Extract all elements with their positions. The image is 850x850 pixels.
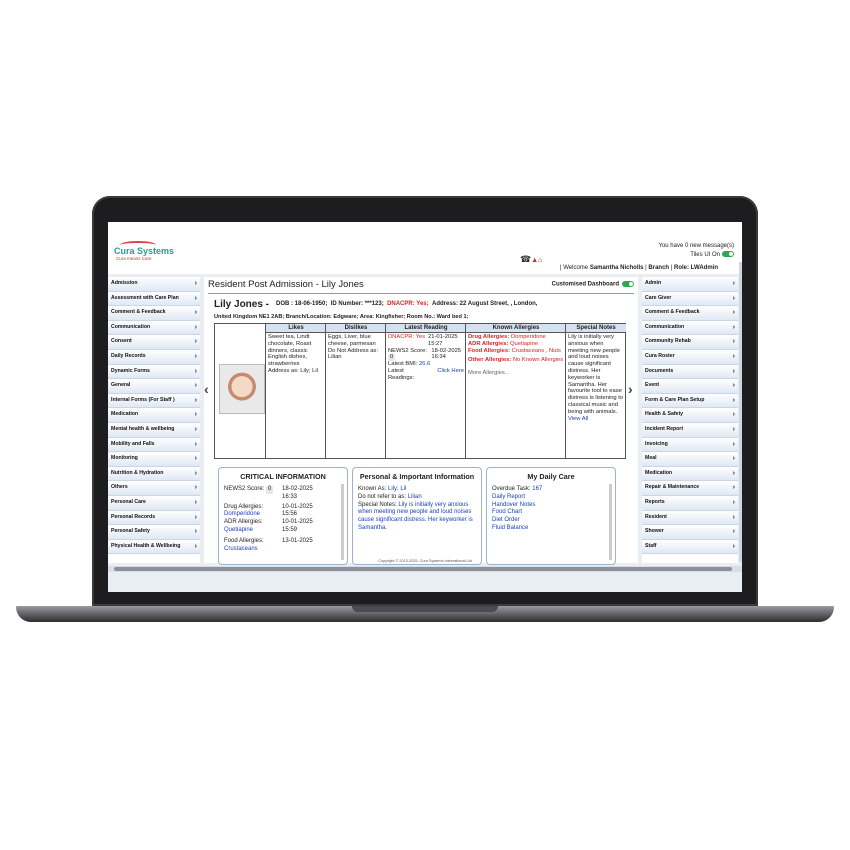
logo-name: Cura Systems <box>114 246 175 256</box>
phone-icon[interactable]: ☎ <box>520 254 532 264</box>
critical-adr-date: 10-01-2025 15:59 <box>282 519 313 533</box>
critical-news-label <box>224 486 282 502</box>
resident-info-line2: United Kingdom NE1 2AB; Branch/Location: Edgware; Area: Kingfisher; Room No.: Ward bed 1; <box>214 314 469 320</box>
chevron-right-icon: › <box>194 455 197 463</box>
special-notes-text: Lily is initially very anxious when meeting new people and loud noises cause significant distress. Her keyworker is Samantha. Her favourite tool to ease distress is listening to classical music and being with animals. <box>568 334 624 415</box>
branch-link[interactable]: Branch <box>648 265 670 271</box>
cura-logo[interactable] <box>114 246 174 261</box>
resident-address: Address: 22 August Street, , London, <box>431 301 538 307</box>
not-refer-value: Lilian <box>407 493 422 500</box>
reading-dnacpr-date: 21-01-2025 15:27 <box>428 334 458 347</box>
personal-info-card <box>352 467 482 565</box>
resident-id: ID Number: ***123; <box>330 301 384 307</box>
daily-care-card <box>486 467 616 565</box>
left-menu-item-assessment-with-care-plan[interactable] <box>108 292 200 307</box>
header-icons <box>520 254 542 265</box>
dislikes-header: Dislikes <box>326 324 386 333</box>
right-menu-item-meal[interactable] <box>642 452 738 467</box>
left-menu-item-item-label: Personal Care <box>111 498 146 505</box>
chevron-right-icon: › <box>732 367 735 375</box>
chevron-right-icon: › <box>194 542 197 550</box>
carousel-prev-icon[interactable]: ‹ <box>204 381 209 397</box>
left-menu-item-consent[interactable] <box>108 335 200 350</box>
left-menu-item-mobility-and-falls[interactable] <box>108 438 200 453</box>
right-menu-item-item-label: Shower <box>645 528 664 535</box>
right-menu-item-item-label: Admin <box>645 280 662 286</box>
special-notes-value: Lily is initially very anxious when meeting new people and loud noises cause significant distress. Her keyworker is Samantha. <box>358 501 473 531</box>
chevron-right-icon: › <box>732 294 735 302</box>
left-menu-item-monitoring[interactable] <box>108 452 200 467</box>
right-menu-item-health-safety[interactable] <box>642 408 738 423</box>
horizontal-scrollbar[interactable] <box>108 566 742 572</box>
chevron-right-icon: › <box>732 513 735 521</box>
daily-care-link-fluid-balance[interactable]: Fluid Balance <box>492 524 529 531</box>
left-menu-item-item-label: Assessment with Care Plan <box>111 294 179 301</box>
not-refer-label: Do not refer to as: <box>358 493 407 500</box>
left-menu-item-item-label: Consent <box>111 338 132 345</box>
special-notes-header: Special Notes <box>566 324 626 333</box>
likes-column <box>265 324 326 458</box>
logo-tagline: Cura means Care <box>116 256 152 261</box>
known-as-value: Lily; Lil <box>388 486 407 492</box>
left-menu-item-comment-feedback[interactable] <box>108 306 200 321</box>
left-menu-item-item-label: Comment & Feedback <box>111 309 166 316</box>
right-menu-item-resident[interactable] <box>642 511 738 526</box>
resident-summary-grid <box>214 323 626 459</box>
right-menu-item-item-label: Event <box>645 382 660 389</box>
left-menu-item-personal-records[interactable] <box>108 511 200 526</box>
resident-dob: DOB : 18-06-1950; <box>276 301 328 307</box>
resident-name: Lily Jones - <box>214 299 270 310</box>
right-menu-item-item-label: Health & Safety <box>645 411 684 418</box>
critical-food-date: 13-01-2025 <box>282 537 313 544</box>
daily-care-link-daily-report[interactable]: Daily Report <box>492 493 526 500</box>
right-menu-item-item-label: Comment & Feedback <box>645 309 700 316</box>
tiles-ui-toggle[interactable] <box>722 251 734 257</box>
bell-icon[interactable]: ▲ <box>531 257 539 264</box>
right-menu-item-repair-maintenance[interactable] <box>642 481 738 496</box>
critical-food-value[interactable]: Crustaceans <box>224 545 258 552</box>
right-menu-item-item-label: Resident <box>645 513 667 520</box>
known-allergies-column <box>465 324 566 458</box>
carousel-next-icon[interactable]: › <box>628 381 633 397</box>
left-menu-item-item-label: Dynamic Forms <box>111 367 150 374</box>
left-menu-item-others[interactable] <box>108 481 200 496</box>
left-menu-item-item-label: Others <box>111 484 128 491</box>
reading-bmi-label: Latest BMI: <box>388 361 418 368</box>
right-menu-item-item-label: Communication <box>645 323 685 330</box>
right-menu-item-community-rehab[interactable] <box>642 335 738 350</box>
right-menu-item-reports[interactable] <box>642 496 738 511</box>
right-menu-item-form-care-plan-setup[interactable] <box>642 394 738 409</box>
chevron-right-icon: › <box>194 338 197 346</box>
chevron-right-icon: › <box>732 542 735 550</box>
critical-drug-value[interactable]: Domperidone <box>224 511 261 518</box>
allergy-adr-label: ADR Allergies: <box>468 340 509 347</box>
right-menu-item-item-label: Reports <box>645 498 665 505</box>
allergy-drug-value: Domperidone <box>510 334 546 340</box>
customised-dashboard-label: Customised Dashboard <box>551 281 619 288</box>
right-menu-item-item-label: Repair & Maintenance <box>645 484 700 491</box>
critical-adr-value[interactable]: Quetiapine <box>224 526 254 533</box>
daily-care-link-food-chart[interactable]: Food Chart <box>492 509 523 516</box>
critical-news-value: 0 <box>268 486 272 492</box>
known-allergies-header: Known Allergies <box>466 324 566 333</box>
critical-news-date: 18-02-2025 16:33 <box>282 486 313 500</box>
chevron-right-icon: › <box>732 323 735 331</box>
critical-food-label: Food Allergies: <box>224 537 264 544</box>
allergy-other-value: No Known Allergies <box>512 357 564 364</box>
critical-adr <box>224 519 282 535</box>
view-all-link[interactable]: View All <box>568 415 589 422</box>
chevron-right-icon: › <box>732 352 735 360</box>
left-menu-item-dynamic-forms[interactable] <box>108 365 200 380</box>
right-menu-item-item-label: Incident Report <box>645 425 684 432</box>
right-menu-item-documents[interactable] <box>642 365 738 380</box>
dislikes-not-address: Do Not Address as: Lilian <box>328 347 378 361</box>
personal-info-title: Personal & Important Information <box>359 472 475 481</box>
right-menu-item-staff[interactable] <box>642 540 738 555</box>
chevron-right-icon: › <box>732 338 735 346</box>
right-menu-item-item-label: Care Giver <box>645 294 672 301</box>
chevron-right-icon: › <box>194 513 197 521</box>
daily-card-scrollbar[interactable] <box>609 484 612 560</box>
role-text: Role: LWAdmin <box>673 265 718 271</box>
main-panel <box>204 277 638 563</box>
left-menu-item-communication[interactable] <box>108 321 200 336</box>
chevron-right-icon: › <box>732 309 735 317</box>
tiles-ui <box>659 251 735 260</box>
chevron-right-icon: › <box>194 425 197 433</box>
reading-click-here[interactable]: Click Here <box>437 367 464 374</box>
left-menu-item-item-label: Admission <box>111 280 138 286</box>
resident-dnacpr: DNACPR: Yes; <box>387 301 429 307</box>
left-menu-item-item-label: Medication <box>111 411 139 418</box>
special-notes-label: Special Notes: <box>358 501 397 508</box>
right-menu-item-cura-roster[interactable] <box>642 350 738 365</box>
reading-news-label <box>388 348 431 362</box>
left-menu-item-item-label: General <box>111 382 131 389</box>
right-menu-item-shower[interactable] <box>642 525 738 540</box>
chevron-right-icon: › <box>194 498 197 506</box>
right-menu-item-item-label: Medication <box>645 469 673 476</box>
header-right <box>659 242 735 260</box>
known-as-label: Known As: <box>358 486 387 492</box>
allergy-drug-label: Drug Allergies: <box>468 334 510 340</box>
daily-care-title: My Daily Care <box>527 472 575 481</box>
right-menu-item-item-label: Form & Care Plan Setup <box>645 396 705 403</box>
dislikes-text: Eggs, Liver, blue cheese, parmesan <box>328 334 376 347</box>
chevron-right-icon: › <box>194 469 197 477</box>
reading-news-date: 18-02-2025 16:34 <box>431 347 462 361</box>
left-menu-item-internal-forms-for-staff[interactable] <box>108 394 200 409</box>
chevron-right-icon: › <box>732 411 735 419</box>
chevron-right-icon: › <box>194 367 197 375</box>
right-menu <box>642 277 738 563</box>
right-menu-item-item-label: Community Rehab <box>645 338 691 345</box>
chevron-right-icon: › <box>194 280 197 287</box>
right-menu-item-item-label: Cura Roster <box>645 352 675 359</box>
vertical-scrollbar[interactable] <box>739 262 742 562</box>
reading-news-value: 0 <box>390 354 394 361</box>
chevron-right-icon: › <box>732 455 735 463</box>
left-menu-item-item-label: Nutrition & Hydration <box>111 469 164 476</box>
welcome-prefix: Welcome <box>563 265 589 271</box>
chevron-right-icon: › <box>732 528 735 536</box>
right-menu-item-item-label: Meal <box>645 455 657 462</box>
left-menu-item-admission[interactable] <box>108 277 200 292</box>
chevron-right-icon: › <box>194 484 197 492</box>
right-menu-item-incident-report[interactable] <box>642 423 738 438</box>
right-menu-item-invoicing[interactable] <box>642 438 738 453</box>
customised-dashboard-toggle[interactable] <box>622 281 634 287</box>
left-menu-item-physical-health-wellbeing[interactable] <box>108 540 200 555</box>
critical-food <box>224 538 282 554</box>
reading-news-label-text: NEWS2 Score: <box>388 347 427 354</box>
chevron-right-icon: › <box>732 469 735 477</box>
left-menu-item-item-label: Internal Forms (For Staff ) <box>111 396 175 403</box>
daily-care-link-handover-notes[interactable]: Handover Notes <box>492 501 536 508</box>
chevron-right-icon: › <box>732 280 735 287</box>
resident-photo <box>219 364 265 414</box>
chevron-right-icon: › <box>732 484 735 492</box>
allergy-food-label: Food Allergies: <box>468 347 510 354</box>
user-name: Samantha Nicholls <box>589 265 644 271</box>
reading-dnacpr: DNACPR: Yes <box>388 334 426 340</box>
likes-text: Sweet tea, Lindt chocolate, Roast dinners, classic English dishes, strawberries <box>268 334 312 368</box>
chevron-right-icon: › <box>732 396 735 404</box>
critical-card-scrollbar[interactable] <box>341 484 344 560</box>
chevron-right-icon: › <box>732 440 735 448</box>
overdue-task-value[interactable]: 167 <box>532 486 543 492</box>
copyright: Copyright © 2013-2025. Cura Systems International Ltd <box>378 559 472 563</box>
reading-latest-label: Latest Readings: <box>388 367 415 381</box>
left-menu-item-item-label: Mental health & wellbeing <box>111 425 175 432</box>
chevron-right-icon: › <box>732 425 735 433</box>
home-icon[interactable]: ⌂ <box>538 257 543 264</box>
allergy-other-label: Other Allergies: <box>468 357 512 364</box>
app-screen <box>108 222 742 592</box>
likes-known-as: Address as: Lily; Lil <box>268 367 318 374</box>
right-menu-item-admin[interactable] <box>642 277 738 292</box>
tiles-ui-label: Tiles UI On <box>690 252 720 258</box>
customised-dashboard <box>552 281 634 288</box>
left-menu-item-item-label: Communication <box>111 323 151 330</box>
allergy-adr-value: Quetiapine <box>510 340 539 347</box>
critical-news-label-text: NEWS2 Score: <box>224 486 265 492</box>
left-menu-item-item-label: Personal Safety <box>111 528 150 535</box>
welcome-bar: | Welcome Samantha Nicholls | Branch | Role: LWAdmin <box>560 265 718 271</box>
more-allergies-link[interactable]: More Allergies... <box>468 370 510 377</box>
chevron-right-icon: › <box>194 352 197 360</box>
chevron-right-icon: › <box>194 323 197 331</box>
left-menu-item-medication[interactable] <box>108 408 200 423</box>
reading-bmi-value: 26.6 <box>418 361 431 368</box>
right-menu-item-communication[interactable] <box>642 321 738 336</box>
right-menu-item-medication[interactable] <box>642 467 738 482</box>
chevron-right-icon: › <box>194 309 197 317</box>
horizontal-scrollbar-thumb[interactable] <box>114 567 732 571</box>
right-menu-item-item-label: Documents <box>645 367 674 374</box>
overdue-task-label: Overdue Task: <box>492 486 531 492</box>
left-menu-item-item-label: Mobility and Falls <box>111 440 155 447</box>
left-menu-item-nutrition-hydration[interactable] <box>108 467 200 482</box>
messages-text[interactable]: You have 0 new message(s) <box>658 243 734 249</box>
chevron-right-icon: › <box>194 396 197 404</box>
latest-reading-header: Latest Reading <box>386 324 466 333</box>
resident-info <box>276 301 537 307</box>
dislikes-column <box>325 324 386 458</box>
chevron-right-icon: › <box>194 440 197 448</box>
left-menu-item-item-label: Physical Health & Wellbeing <box>111 542 181 549</box>
allergy-food-value: Crustaceans , Nuts <box>511 347 561 354</box>
right-menu-item-care-giver[interactable] <box>642 292 738 307</box>
right-menu-item-item-label: Invoicing <box>645 440 668 447</box>
chevron-right-icon: › <box>194 528 197 536</box>
likes-header: Likes <box>266 324 326 333</box>
chevron-right-icon: › <box>194 294 197 302</box>
critical-drug-date: 10-01-2025 15:56 <box>282 503 313 518</box>
right-menu-item-comment-feedback[interactable] <box>642 306 738 321</box>
app-header <box>108 222 742 274</box>
page-title: Resident Post Admission - Lily Jones <box>208 279 364 290</box>
left-menu-item-item-label: Monitoring <box>111 455 138 462</box>
left-menu-item-daily-records[interactable] <box>108 350 200 365</box>
logo-swoosh <box>120 241 156 249</box>
critical-adr-label: ADR Allergies: <box>224 519 263 526</box>
special-notes-column <box>565 324 626 458</box>
right-menu-item-event[interactable] <box>642 379 738 394</box>
latest-reading-column <box>385 324 466 458</box>
title-divider <box>208 293 634 294</box>
chevron-right-icon: › <box>194 382 197 390</box>
left-menu-item-item-label: Daily Records <box>111 352 146 359</box>
chevron-right-icon: › <box>732 498 735 506</box>
left-menu-item-personal-safety[interactable] <box>108 525 200 540</box>
critical-info-card <box>218 467 348 565</box>
left-menu-item-personal-care[interactable] <box>108 496 200 511</box>
left-menu <box>108 277 200 563</box>
laptop-notch <box>352 606 498 612</box>
left-menu-item-item-label: Personal Records <box>111 513 156 520</box>
daily-care-link-diet-order[interactable]: Diet Order <box>492 517 520 524</box>
left-menu-item-general[interactable] <box>108 379 200 394</box>
right-menu-item-item-label: Staff <box>645 542 657 549</box>
critical-drug <box>224 504 282 520</box>
critical-drug-label: Drug Allergies: <box>224 503 264 510</box>
chevron-right-icon: › <box>732 382 735 390</box>
chevron-right-icon: › <box>194 411 197 419</box>
critical-info-title: CRITICAL INFORMATION <box>240 472 326 481</box>
left-menu-item-mental-health-wellbeing[interactable] <box>108 423 200 438</box>
